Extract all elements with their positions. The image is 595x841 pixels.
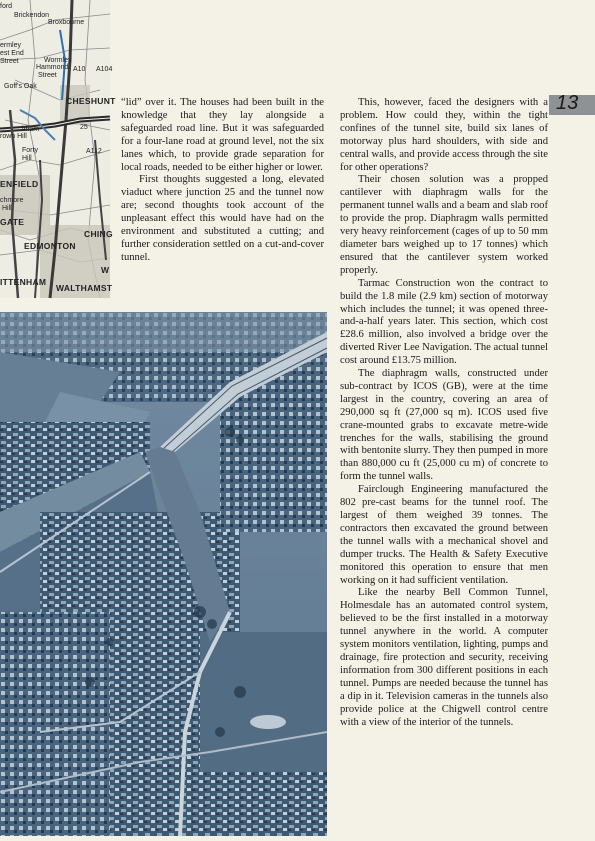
- paragraph: Fairclough Engineering manufactured the 802 pre-cast beams for the tunnel roof. The largest of them weighed 39 tonnes. The contractors then excavated the ground between the tunnel walls with a mechanical shovel and dumper trucks. The Health & Safety Executive monitored this operation to ensure that men working on it had sufficient ventilation.: [340, 484, 548, 586]
- map-label: W: [101, 265, 110, 275]
- paragraph: This, however, faced the designers with a problem. How could they, within the tight confines of the tunnel site, build six lanes of motorway plus hard shoulders, with side and central walls, and provide access through the site for other operations?: [340, 97, 548, 173]
- location-map: [0, 0, 116, 298]
- aerial-photograph: [0, 312, 327, 836]
- aerial-photo-image: [0, 312, 327, 836]
- map-label: Street: [0, 58, 19, 65]
- map-label: Hill: [22, 155, 32, 162]
- map-label: Brickendon: [14, 12, 50, 19]
- paragraph: “lid” over it. The houses had been built in the knowledge that they lay alongside a safeguarded road line. But it was safeguarded for a four-lane road at ground level, not the six lanes which, to provide grade separation for local roads, needed to be either higher or lower.: [121, 97, 324, 173]
- map-label: Street: [38, 72, 57, 79]
- map-label: Hill: [2, 205, 12, 212]
- map-label: ermley: [0, 42, 22, 49]
- map-label: ltham: [22, 126, 40, 133]
- map-label: est End: [0, 50, 24, 57]
- map-label: ford: [0, 3, 13, 10]
- map-label: CHING: [84, 229, 113, 239]
- map-label: A10: [73, 66, 86, 73]
- map-label: Wormley: [44, 57, 72, 64]
- map-label: A104: [96, 66, 113, 73]
- paragraph: Their chosen solution was a propped cantilever with diaphragm walls for the permanent tunnel walls and a beam and slab roof to provide the prop. Diaphragm walls permitted very heavy reinforcement (cages of up to 50 mm diameter bars weighed up to 17 tonnes) which ensured that the cantilever system worked properly.: [340, 174, 548, 276]
- paragraph: The diaphragm walls, constructed under sub-contract by ICOS (GB), were at the time largest in the country, covering an area of 290,000 sq ft (27,000 sq m). ICOS used five crane-mounted grabs to excavate metre-wide trenches for the walls, stabilising the ground with bentonite slurry. They then pumped in more than 880,000 cu ft (25,000 cu m) of concrete to form the tunnel walls.: [340, 368, 548, 483]
- article-column-2: [340, 97, 548, 729]
- map-label: WALTHAMST: [56, 283, 113, 293]
- article-column-1: [121, 97, 324, 265]
- paragraph: Tarmac Construction won the contract to build the 1.8 mile (2.9 km) section of motorway which includes the tunnel; it was opened three-and-a-half years later. This section, which cost £28.6 million, also involved a bridge over the diverted River Lee Navigation. The actual tunnel cost around £13.75 million.: [340, 277, 548, 367]
- paragraph: First thoughts suggested a long, elevated viaduct where junction 25 and the tunnel now are; second thoughts took account of the unpleasant effect this would have had on the environment and substituted a cutting; and further consideration settled on a cut-and-cover tunnel.: [121, 174, 324, 263]
- map-label: CHESHUNT: [66, 96, 116, 106]
- map-label: Goff's Oak: [4, 83, 37, 90]
- map-label: rown Hill: [0, 133, 27, 140]
- map-label: Forty: [22, 147, 38, 154]
- page-number: 13: [556, 92, 579, 114]
- paragraph: Like the nearby Bell Common Tunnel, Holmesdale has an automated control system, believed to be the first installed in a motorway tunnel anywhere in the world. A computer system monitors ventilation, lighting, pumps and drainage, fire protection and security, receiving information from 300 different positions in each tunnel. Pumps are needed because the tunnel has a dip in it. Television cameras in the tunnels also provide police at the Chigwell control centre with a view of the interior of the tunnels.: [340, 587, 548, 728]
- map-label: chmore: [0, 197, 24, 204]
- map-label: EDMONTON: [24, 241, 76, 251]
- map-label: Broxbourne: [48, 19, 85, 26]
- map-label: ITTENHAM: [0, 277, 47, 287]
- map-label: A112: [86, 148, 102, 155]
- map-label: GATE: [0, 217, 25, 227]
- map-label: ENFIELD: [0, 179, 39, 189]
- map-label: Hammond: [36, 64, 69, 71]
- map-label: 25: [80, 124, 88, 131]
